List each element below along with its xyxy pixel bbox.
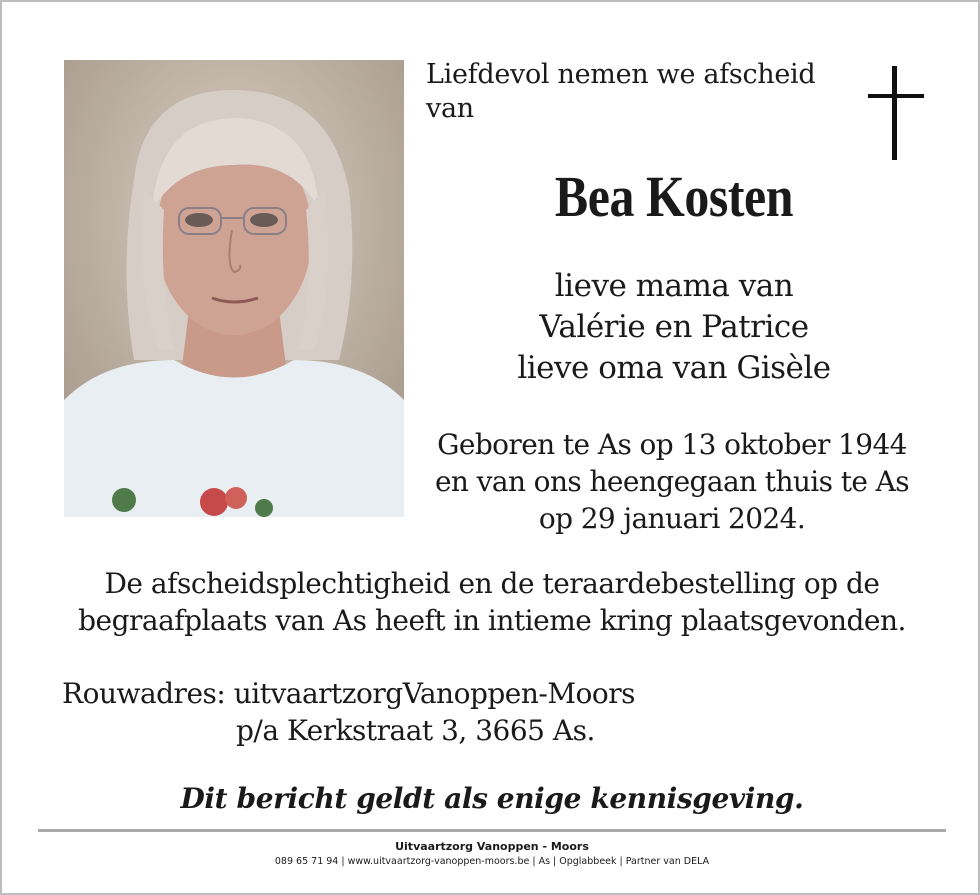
cross-icon [868,66,924,160]
address-line-2: p/a Kerkstraat 3, 3665 As. [236,714,595,747]
relation-line: lieve mama van [554,268,794,304]
relations-block [426,266,922,389]
intro-text [426,58,846,126]
relation-line: Valérie en Patrice [539,309,809,345]
date-line: Geboren te As op 13 oktober 1944 [437,428,907,461]
ceremony-line: De afscheidsplechtigheid en de teraardebestelling op de [104,567,880,600]
intro-line-2: van [426,93,474,124]
portrait-illustration [64,60,404,517]
date-line: op 29 januari 2024. [538,502,806,535]
relation-line: lieve oma van Gisèle [517,350,831,386]
ceremony-text [32,565,952,639]
deceased-name: Bea Kosten [554,164,794,229]
ceremony-line: begraafplaats van As heeft in intieme kring plaatsgevonden. [78,604,906,637]
notice-text: Dit bericht geldt als enige kennisgeving. [180,782,804,815]
date-line: en van ons heengegaan thuis te As [434,465,910,498]
address-line-1: Rouwadres: uitvaartzorgVanoppen-Moors [62,677,635,710]
mourning-address [62,675,762,749]
footer-company: Uitvaartzorg Vanoppen - Moors [395,840,589,853]
footer-contact-info: 089 65 71 94 | www.uitvaartzorg-vanoppen-moors.be | As | Opglabbeek | Partner van DELA [274,856,710,867]
footer-divider [38,829,946,832]
dates-block [422,426,922,537]
portrait-photo [64,60,404,517]
intro-line-1: Liefdevol nemen we afscheid [426,59,816,90]
